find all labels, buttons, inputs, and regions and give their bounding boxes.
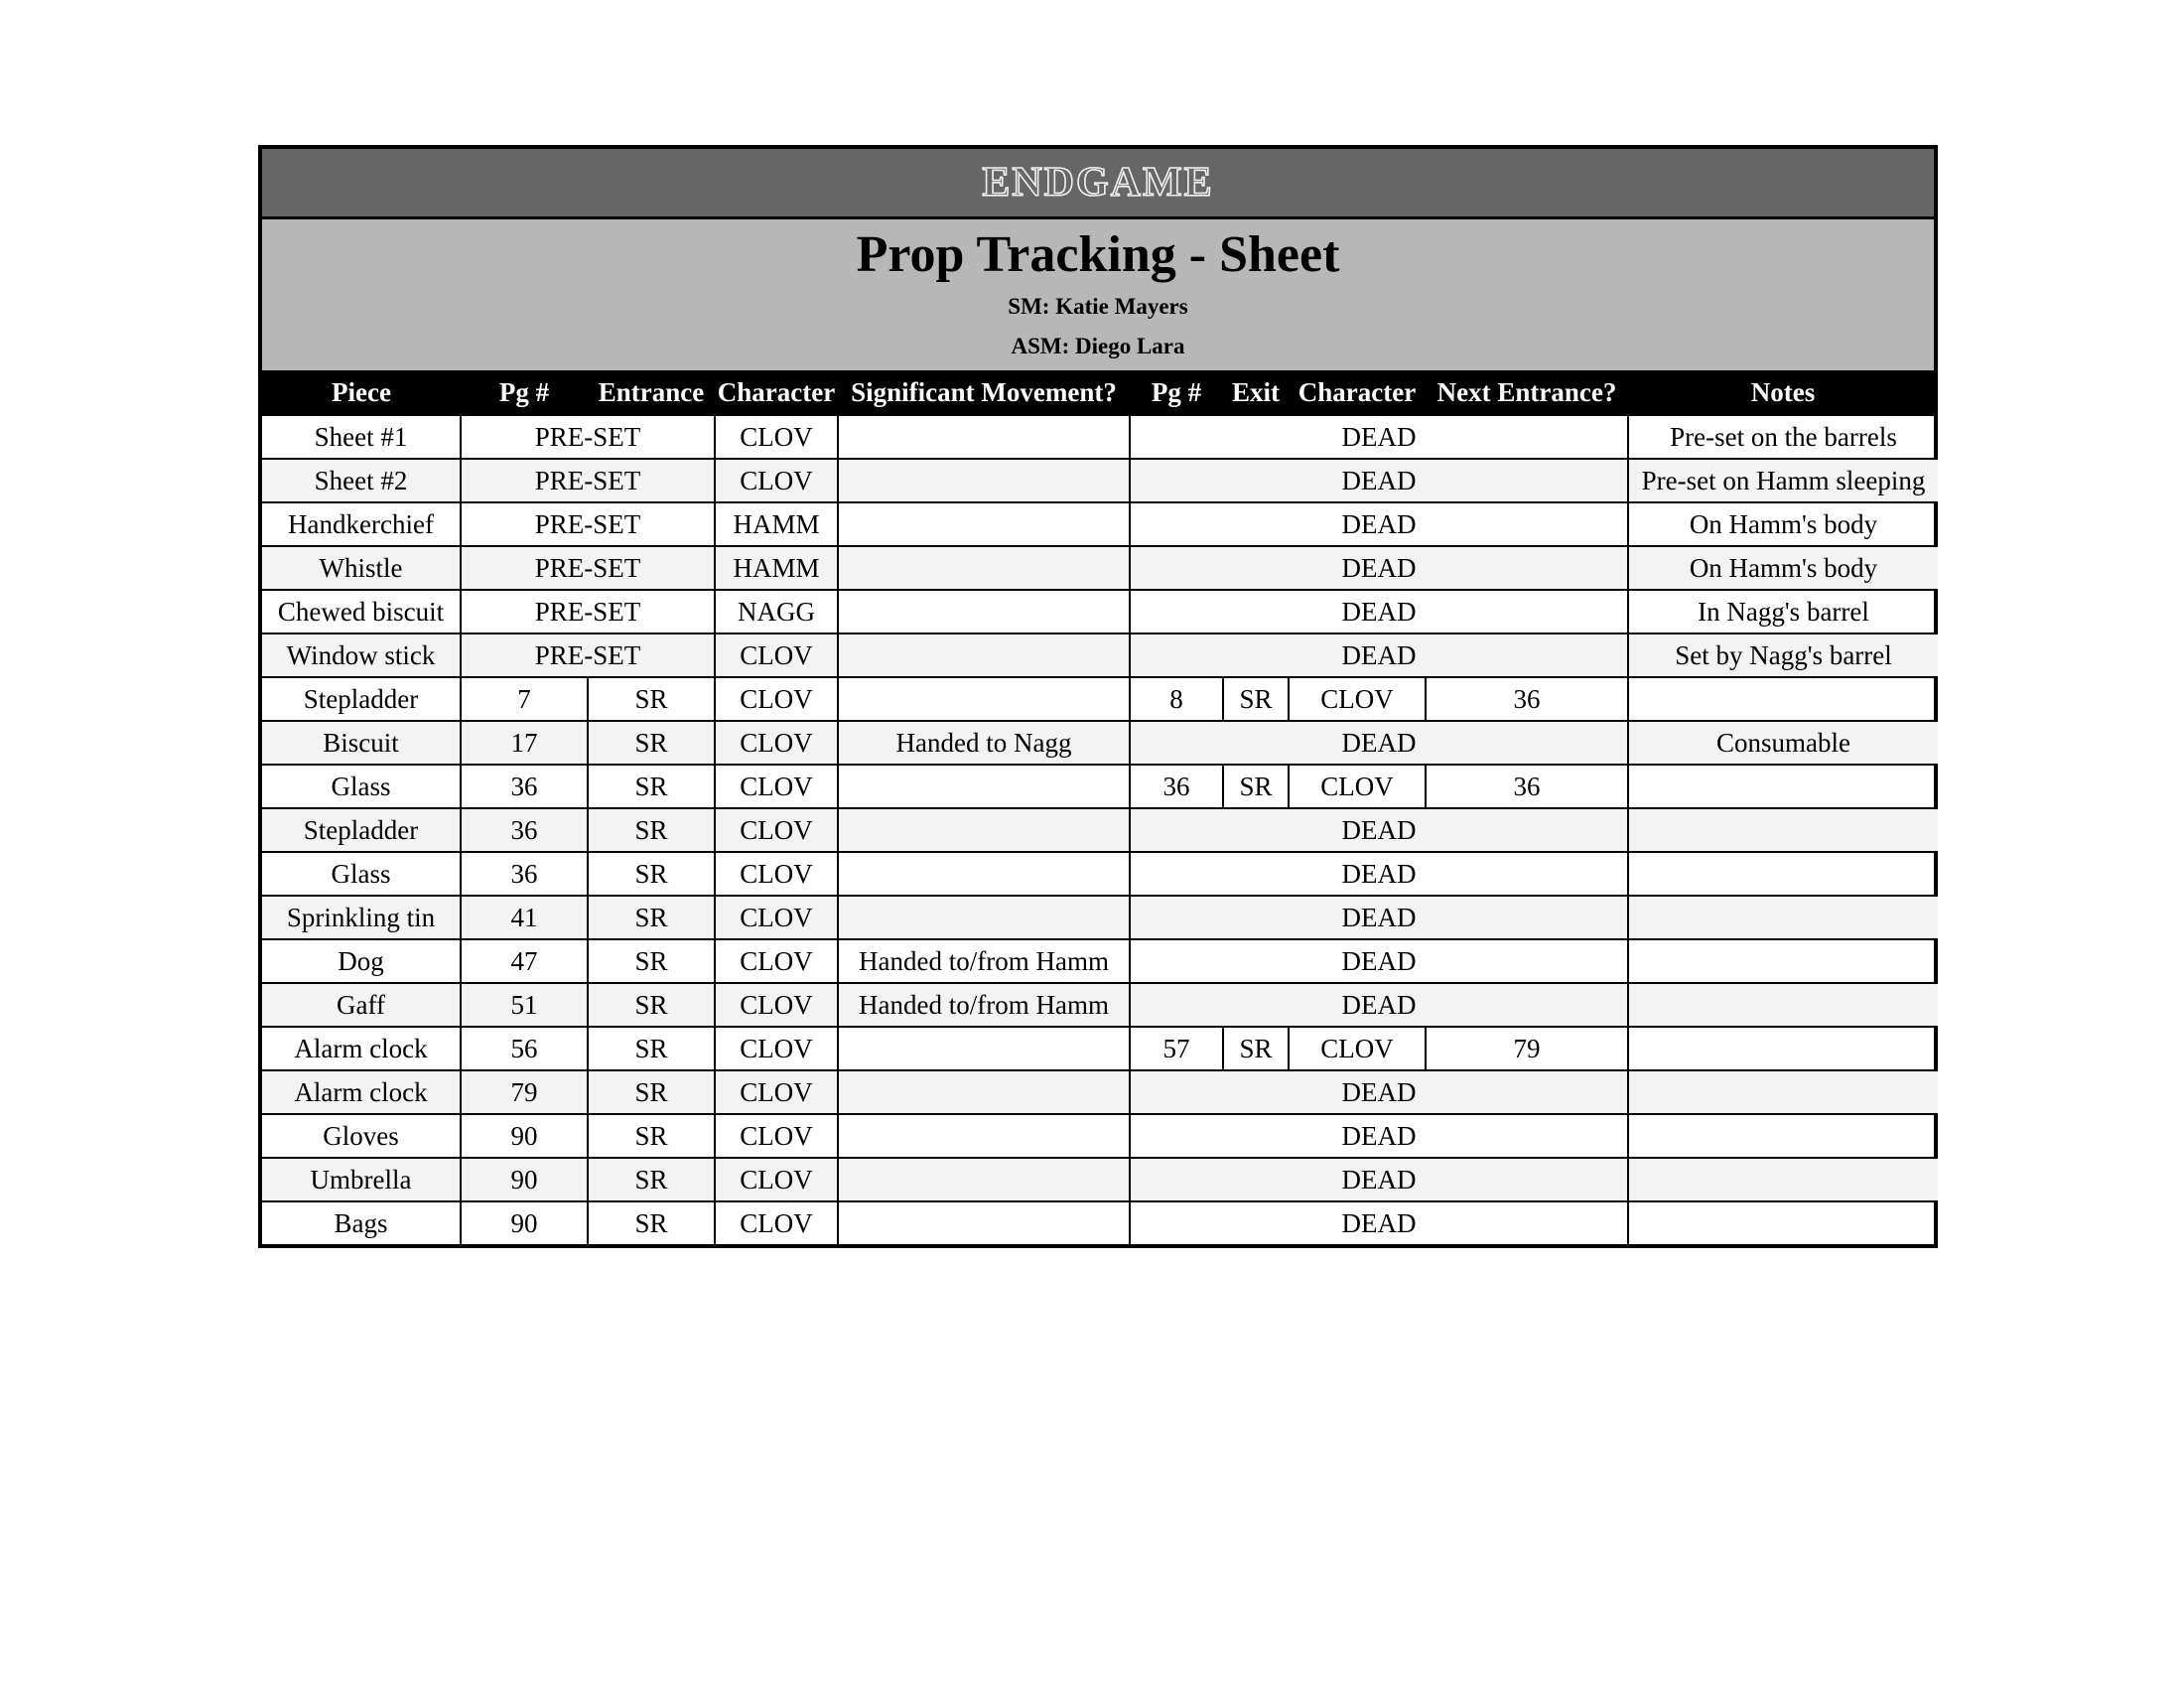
movement-cell [838,415,1130,459]
entrance-cell: SR [588,1027,715,1070]
character-cell: CLOV [715,1070,838,1114]
character-cell: CLOV [715,765,838,808]
sheet-title: Prop Tracking - Sheet [856,226,1340,283]
movement-cell [838,1201,1130,1244]
character-cell: CLOV [715,983,838,1027]
exit-cell: SR [1223,677,1289,721]
character-cell: CLOV [715,939,838,983]
entrance-cell: SR [588,1201,715,1244]
column-header: Next Entrance? [1426,370,1628,415]
exit-cell: DEAD [1130,896,1628,939]
entrance-cell: SR [588,983,715,1027]
prop-tracking-sheet [258,145,1938,1248]
page-cell: 51 [461,983,588,1027]
piece-cell: Sheet #2 [262,459,461,502]
page-cell: 90 [461,1201,588,1244]
entrance-cell: SR [588,852,715,896]
stage-manager: SM: Katie Mayers [1008,294,1188,319]
notes-cell [1628,1201,1938,1244]
page-cell: 7 [461,677,588,721]
entrance-cell: SR [588,677,715,721]
page-cell: 79 [461,1070,588,1114]
piece-cell: Dog [262,939,461,983]
exit-cell: DEAD [1130,459,1628,502]
movement-cell [838,677,1130,721]
sheet-header [262,219,1934,370]
character-cell: CLOV [715,852,838,896]
page-cell: 56 [461,1027,588,1070]
exit-page-cell: 57 [1130,1027,1223,1070]
entrance-cell: SR [588,765,715,808]
piece-cell: Alarm clock [262,1027,461,1070]
exit-cell: DEAD [1130,721,1628,765]
assistant-stage-manager: ASM: Diego Lara [1011,334,1185,358]
entrance-cell: PRE-SET [461,459,715,502]
character-cell: HAMM [715,546,838,590]
banner-title: ENDGAME [982,160,1214,206]
notes-cell: Consumable [1628,721,1938,765]
page-cell: 41 [461,896,588,939]
entrance-cell: PRE-SET [461,546,715,590]
exit-character-cell: CLOV [1289,1027,1426,1070]
exit-character-cell: CLOV [1289,765,1426,808]
piece-cell: Whistle [262,546,461,590]
notes-cell: Pre-set on the barrels [1628,415,1938,459]
movement-cell [838,502,1130,546]
movement-cell [838,1158,1130,1201]
notes-cell [1628,1027,1938,1070]
notes-cell [1628,765,1938,808]
movement-cell [838,1027,1130,1070]
page-cell: 36 [461,852,588,896]
piece-cell: Bags [262,1201,461,1244]
entrance-cell: SR [588,1158,715,1201]
exit-cell: DEAD [1130,502,1628,546]
table-row [262,1158,1938,1201]
entrance-cell: SR [588,808,715,852]
entrance-cell: PRE-SET [461,415,715,459]
exit-cell: DEAD [1130,633,1628,677]
notes-cell: On Hamm's body [1628,546,1938,590]
exit-page-cell: 8 [1130,677,1223,721]
piece-cell: Glass [262,765,461,808]
entrance-cell: SR [588,896,715,939]
movement-cell [838,896,1130,939]
notes-cell [1628,1070,1938,1114]
banner [262,149,1934,219]
movement-cell [838,1114,1130,1158]
table-row [262,1114,1938,1158]
table-row [262,721,1938,765]
prop-table [262,370,1938,1244]
next-entrance-cell: 79 [1426,1027,1628,1070]
character-cell: CLOV [715,1114,838,1158]
piece-cell: Stepladder [262,677,461,721]
exit-cell: DEAD [1130,1201,1628,1244]
movement-cell [838,808,1130,852]
notes-cell [1628,983,1938,1027]
exit-cell: DEAD [1130,939,1628,983]
exit-page-cell: 36 [1130,765,1223,808]
movement-cell [838,1070,1130,1114]
column-header: Notes [1628,370,1938,415]
character-cell: CLOV [715,1201,838,1244]
table-row [262,415,1938,459]
table-row [262,808,1938,852]
page-cell: 47 [461,939,588,983]
character-cell: CLOV [715,633,838,677]
table-row [262,939,1938,983]
exit-cell: DEAD [1130,415,1628,459]
notes-cell [1628,852,1938,896]
column-header-row [262,370,1938,415]
exit-cell: DEAD [1130,808,1628,852]
column-header: Entrance [588,370,715,415]
character-cell: CLOV [715,1158,838,1201]
column-header: Piece [262,370,461,415]
table-row [262,633,1938,677]
entrance-cell: PRE-SET [461,502,715,546]
character-cell: HAMM [715,502,838,546]
entrance-cell: SR [588,1070,715,1114]
notes-cell: On Hamm's body [1628,502,1938,546]
notes-cell: Pre-set on Hamm sleeping [1628,459,1938,502]
entrance-cell: SR [588,939,715,983]
exit-cell: DEAD [1130,983,1628,1027]
next-entrance-cell: 36 [1426,765,1628,808]
table-row [262,677,1938,721]
exit-cell: DEAD [1130,590,1628,633]
exit-character-cell: CLOV [1289,677,1426,721]
column-header: Significant Movement? [838,370,1130,415]
notes-cell [1628,896,1938,939]
piece-cell: Umbrella [262,1158,461,1201]
page-cell: 90 [461,1158,588,1201]
character-cell: CLOV [715,721,838,765]
notes-cell [1628,808,1938,852]
column-header: Pg # [1130,370,1223,415]
character-cell: CLOV [715,896,838,939]
movement-cell: Handed to Nagg [838,721,1130,765]
notes-cell [1628,1114,1938,1158]
exit-cell: SR [1223,1027,1289,1070]
column-header: Exit [1223,370,1289,415]
column-header: Character [1289,370,1426,415]
piece-cell: Alarm clock [262,1070,461,1114]
movement-cell: Handed to/from Hamm [838,939,1130,983]
table-row [262,1027,1938,1070]
character-cell: CLOV [715,1027,838,1070]
table-row [262,1070,1938,1114]
piece-cell: Biscuit [262,721,461,765]
entrance-cell: PRE-SET [461,633,715,677]
movement-cell [838,459,1130,502]
notes-cell [1628,939,1938,983]
page-cell: 36 [461,808,588,852]
piece-cell: Sprinkling tin [262,896,461,939]
notes-cell: In Nagg's barrel [1628,590,1938,633]
table-row [262,765,1938,808]
notes-cell [1628,677,1938,721]
exit-cell: DEAD [1130,1114,1628,1158]
character-cell: CLOV [715,459,838,502]
column-header: Pg # [461,370,588,415]
table-row [262,459,1938,502]
movement-cell [838,633,1130,677]
next-entrance-cell: 36 [1426,677,1628,721]
character-cell: CLOV [715,808,838,852]
piece-cell: Handkerchief [262,502,461,546]
exit-cell: DEAD [1130,546,1628,590]
movement-cell [838,546,1130,590]
notes-cell [1628,1158,1938,1201]
page-cell: 36 [461,765,588,808]
entrance-cell: SR [588,721,715,765]
character-cell: NAGG [715,590,838,633]
page-cell: 90 [461,1114,588,1158]
table-row [262,502,1938,546]
table-row [262,896,1938,939]
piece-cell: Glass [262,852,461,896]
movement-cell [838,765,1130,808]
page-cell: 17 [461,721,588,765]
exit-cell: DEAD [1130,852,1628,896]
piece-cell: Stepladder [262,808,461,852]
piece-cell: Gloves [262,1114,461,1158]
column-header: Character [715,370,838,415]
exit-cell: DEAD [1130,1158,1628,1201]
table-row [262,852,1938,896]
table-row [262,1201,1938,1244]
piece-cell: Sheet #1 [262,415,461,459]
table-row [262,590,1938,633]
exit-cell: DEAD [1130,1070,1628,1114]
table-row [262,546,1938,590]
character-cell: CLOV [715,677,838,721]
exit-cell: SR [1223,765,1289,808]
entrance-cell: SR [588,1114,715,1158]
piece-cell: Window stick [262,633,461,677]
notes-cell: Set by Nagg's barrel [1628,633,1938,677]
character-cell: CLOV [715,415,838,459]
movement-cell [838,590,1130,633]
piece-cell: Chewed biscuit [262,590,461,633]
table-row [262,983,1938,1027]
movement-cell: Handed to/from Hamm [838,983,1130,1027]
movement-cell [838,852,1130,896]
entrance-cell: PRE-SET [461,590,715,633]
piece-cell: Gaff [262,983,461,1027]
